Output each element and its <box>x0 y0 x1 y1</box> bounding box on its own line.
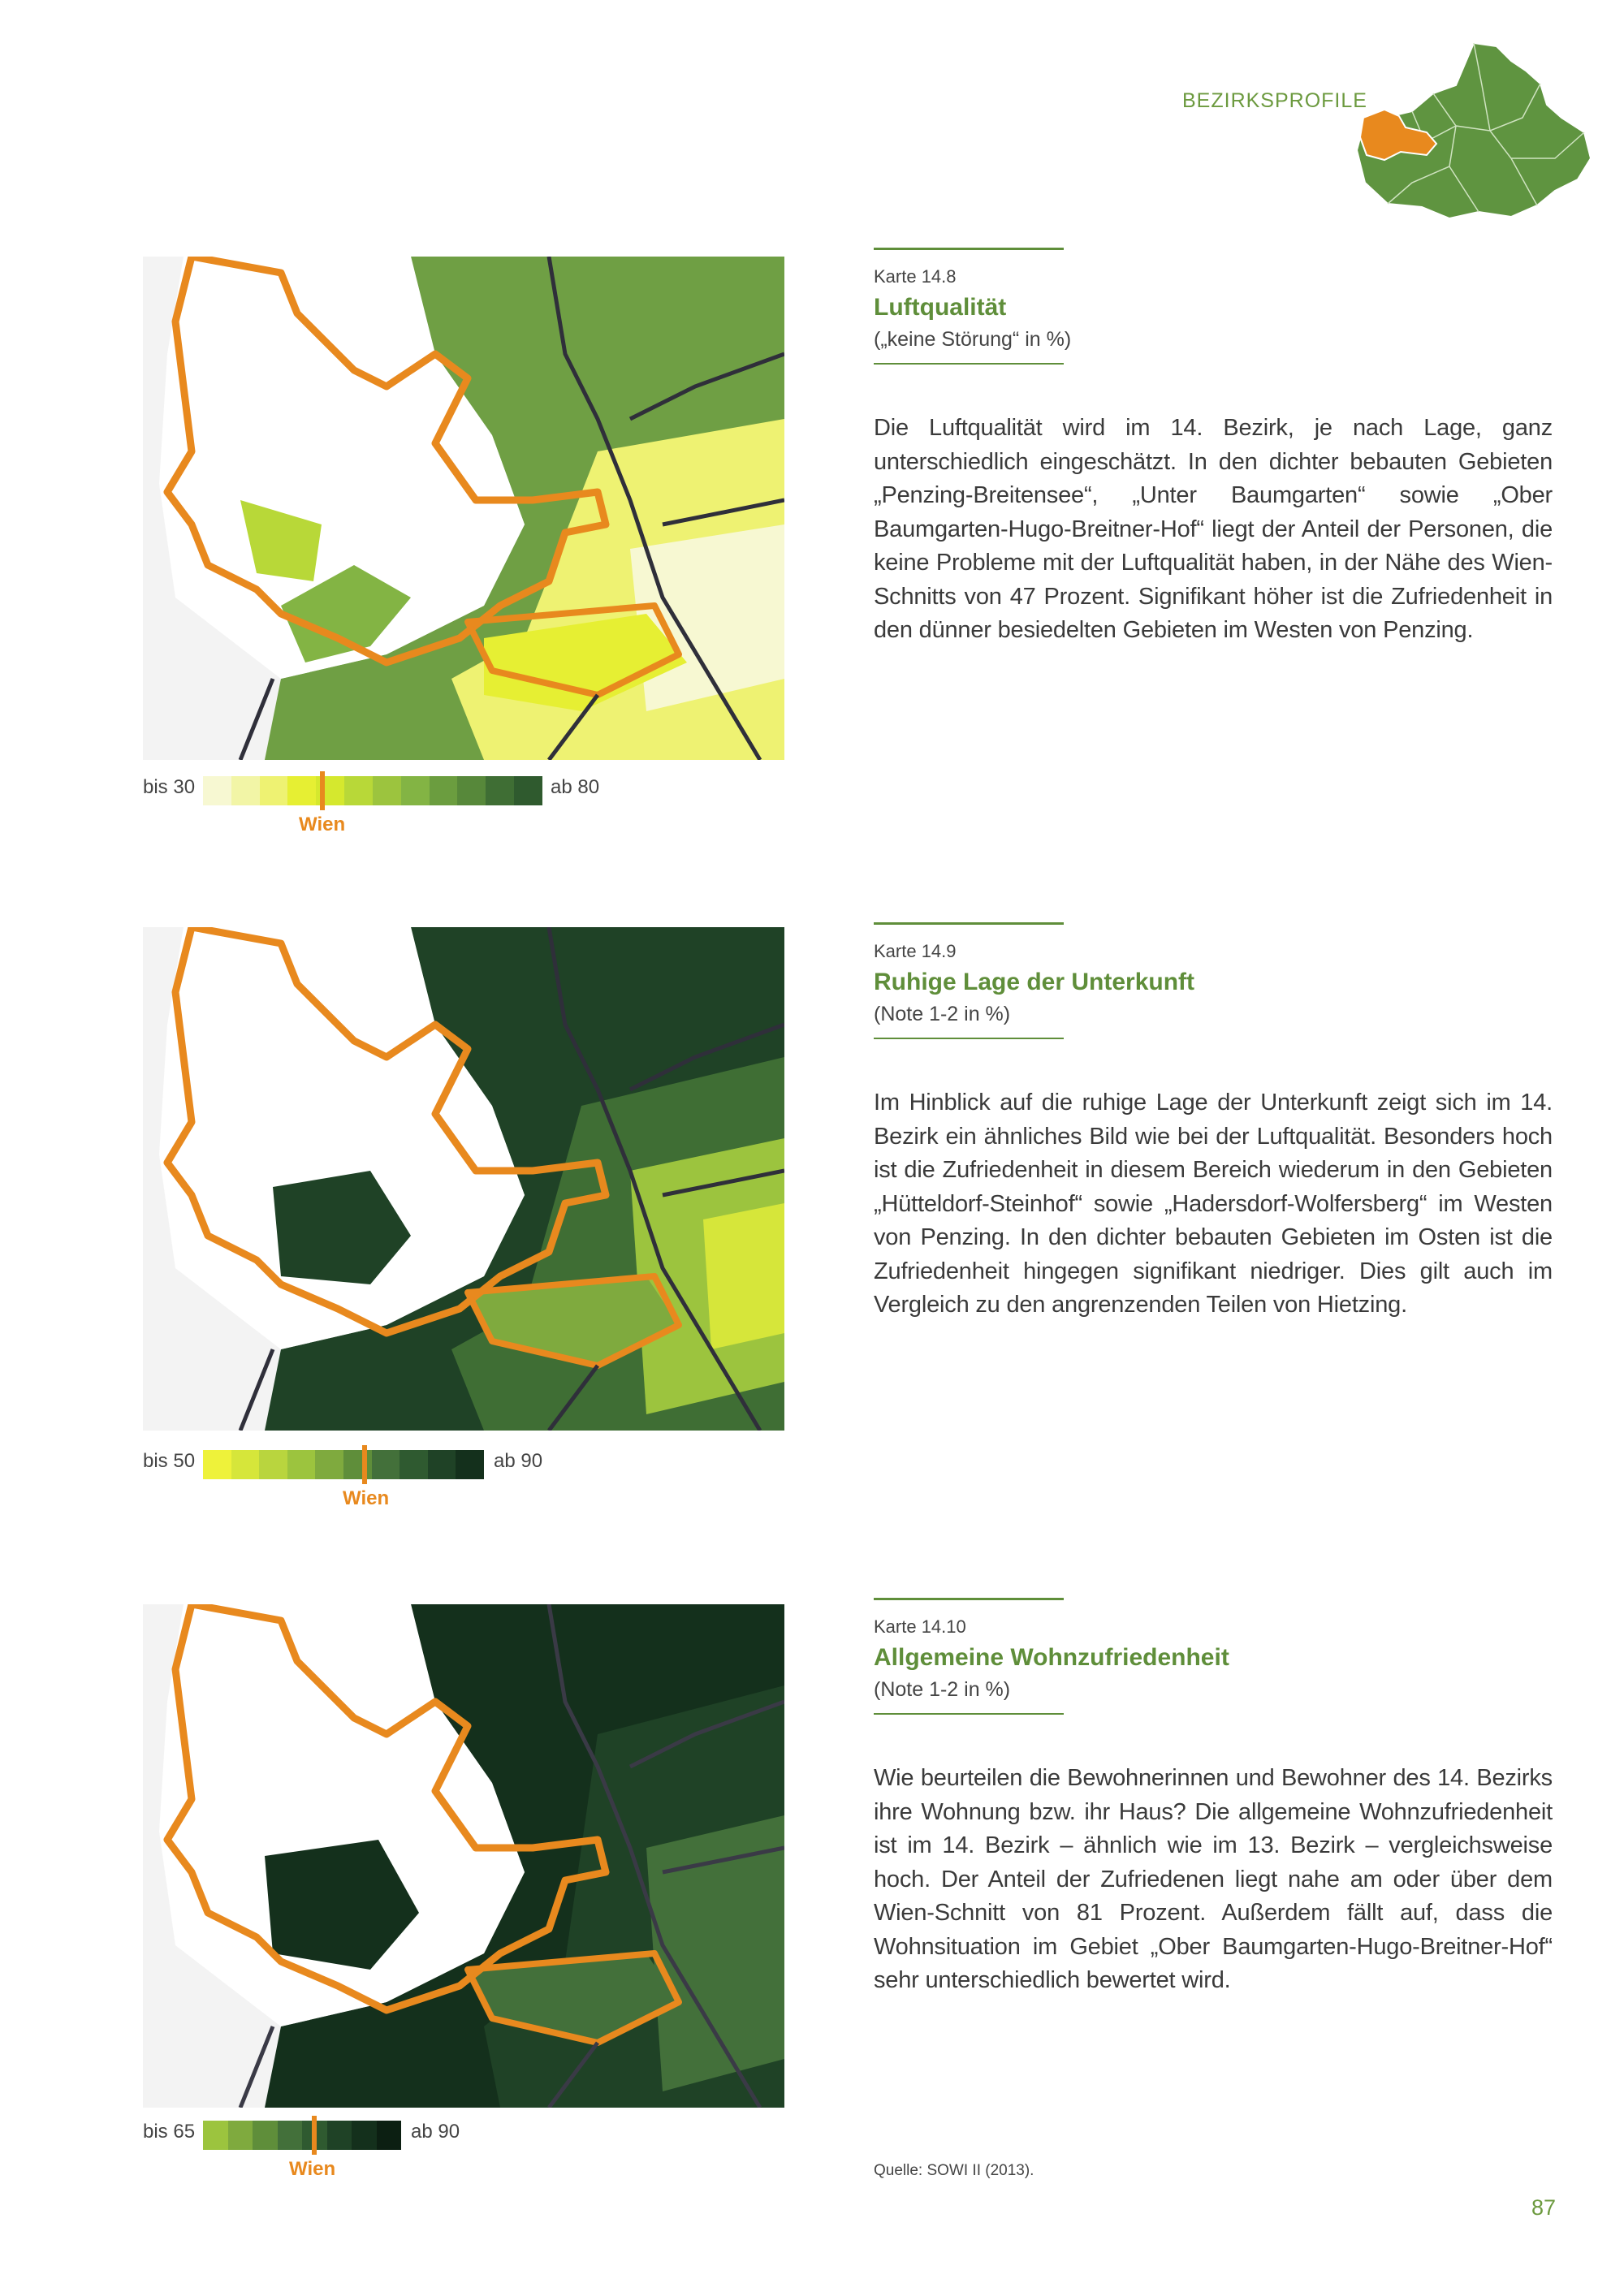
page-number: 87 <box>1531 2195 1557 2220</box>
map-description: Wie beurteilen die Bewohnerinnen und Bewohner des 14. Bezirks ihre Wohnung bzw. ihr Haus? Die allgemeine Wohnzufriedenheit ist im 14. Bezirk – ähnlich wie im 13. Bezirk – vergleichsweise hoch. Der Anteil der Zufriedenen liegt nahe am oder über dem Wien-Schnitt von 81 Prozent. Außerdem fällt auf, dass die Wohnsituation im Gebiet „Ober Baumgarten-Hugo-Breitner-Hof“ sehr unterschiedlich bewertet wird. <box>874 1765 1553 1993</box>
scale-step <box>287 1450 316 1479</box>
scale-step <box>344 776 373 805</box>
scale-step <box>231 1450 260 1479</box>
scale-step <box>315 1450 343 1479</box>
legend-max-label: ab 90 <box>411 2121 460 2143</box>
scale-step <box>259 1450 287 1479</box>
legend-wohnzufriedenheit <box>143 2121 630 2186</box>
section-label: BEZIRKSPROFILE <box>1182 89 1367 112</box>
vienna-overview-map <box>1352 37 1596 231</box>
scale-step <box>203 1450 231 1479</box>
scale-step <box>253 2121 278 2150</box>
top-rule <box>874 248 1064 250</box>
legend-min-label: bis 65 <box>143 2121 196 2143</box>
color-scale-bar <box>203 2121 401 2150</box>
scale-step <box>486 776 514 805</box>
legend-luftqualitaet <box>143 776 630 841</box>
map-luftqualitaet <box>143 257 784 760</box>
scale-step <box>400 1450 428 1479</box>
top-rule <box>874 922 1064 925</box>
scale-step <box>457 776 486 805</box>
map-card-14-8 <box>874 248 1556 648</box>
wien-marker <box>320 771 325 810</box>
scale-step <box>514 776 542 805</box>
wien-marker <box>362 1445 367 1484</box>
scale-step <box>260 776 288 805</box>
map-subtitle: (Note 1-2 in %) <box>874 1678 1011 1701</box>
scale-step <box>352 2121 377 2150</box>
scale-step <box>456 1450 484 1479</box>
wien-marker-label: Wien <box>343 1487 390 1509</box>
map-card-14-10 <box>874 1598 1556 1998</box>
map-title: Ruhige Lage der Unterkunft <box>874 969 1195 995</box>
map-subtitle: (Note 1-2 in %) <box>874 1003 1011 1025</box>
map-subtitle: („keine Störung“ in %) <box>874 328 1072 351</box>
source-note: Quelle: SOWI II (2013). <box>874 2162 1034 2179</box>
bottom-rule <box>874 363 1064 365</box>
bottom-rule <box>874 1038 1064 1039</box>
scale-step <box>430 776 458 805</box>
scale-step <box>377 2121 402 2150</box>
karte-number: Karte 14.9 <box>874 941 957 961</box>
legend-ruhige-lage <box>143 1450 630 1515</box>
scale-step <box>278 2121 303 2150</box>
map-title: Luftqualität <box>874 294 1007 321</box>
wien-marker-label: Wien <box>299 814 346 835</box>
legend-min-label: bis 30 <box>143 776 196 798</box>
wien-marker-label: Wien <box>289 2158 336 2180</box>
map-wohnzufriedenheit <box>143 1604 784 2108</box>
map-description: Die Luftqualität wird im 14. Bezirk, je nach Lage, ganz unterschiedlich eingeschätzt. In den dichter bebauten Gebieten „Penzing-Breitensee“, „Unter Baumgarten“ sowie „Ober Baumgarten-Hugo-Breitner-Hof“ liegt der Anteil der Personen, die keine Probleme mit der Luftqualität haben, in der Nähe des Wien-Schnitts von 47 Prozent. Signifikant höher ist die Zufriedenheit in den dünner besiedelten Gebieten im Westen von Penzing. <box>874 415 1553 643</box>
karte-number: Karte 14.8 <box>874 266 957 287</box>
wien-marker <box>312 2116 317 2155</box>
scale-step <box>401 776 430 805</box>
map-ruhige-lage <box>143 927 784 1431</box>
karte-number: Karte 14.10 <box>874 1616 966 1637</box>
scale-step <box>428 1450 456 1479</box>
bottom-rule <box>874 1713 1064 1715</box>
legend-max-label: ab 80 <box>551 776 600 798</box>
scale-step <box>373 776 401 805</box>
scale-step <box>343 1450 372 1479</box>
scale-step <box>327 2121 352 2150</box>
legend-min-label: bis 50 <box>143 1450 196 1472</box>
scale-step <box>203 776 231 805</box>
legend-max-label: ab 90 <box>494 1450 543 1472</box>
scale-step <box>231 776 260 805</box>
color-scale-bar <box>203 1450 484 1479</box>
scale-step <box>372 1450 400 1479</box>
map-title: Allgemeine Wohnzufriedenheit <box>874 1644 1229 1671</box>
map-card-14-9 <box>874 922 1556 1323</box>
top-rule <box>874 1598 1064 1600</box>
scale-step <box>203 2121 228 2150</box>
scale-step <box>287 776 316 805</box>
map-description: Im Hinblick auf die ruhige Lage der Unterkunft zeigt sich im 14. Bezirk ein ähnliches Bild wie bei der Luftqualität. Besonders hoch ist die Zufriedenheit in diesem Bereich wiederum in den Gebieten „Hütteldorf-Steinhof“ sowie „Hadersdorf-Wolfersberg“ im Westen von Penzing. In den dichter bebauten Gebieten im Osten ist die Zufriedenheit hingegen signifikant niedriger. Dies gilt auch im Vergleich zu den angrenzenden Teilen von Hietzing. <box>874 1090 1553 1318</box>
color-scale-bar <box>203 776 542 805</box>
scale-step <box>228 2121 253 2150</box>
